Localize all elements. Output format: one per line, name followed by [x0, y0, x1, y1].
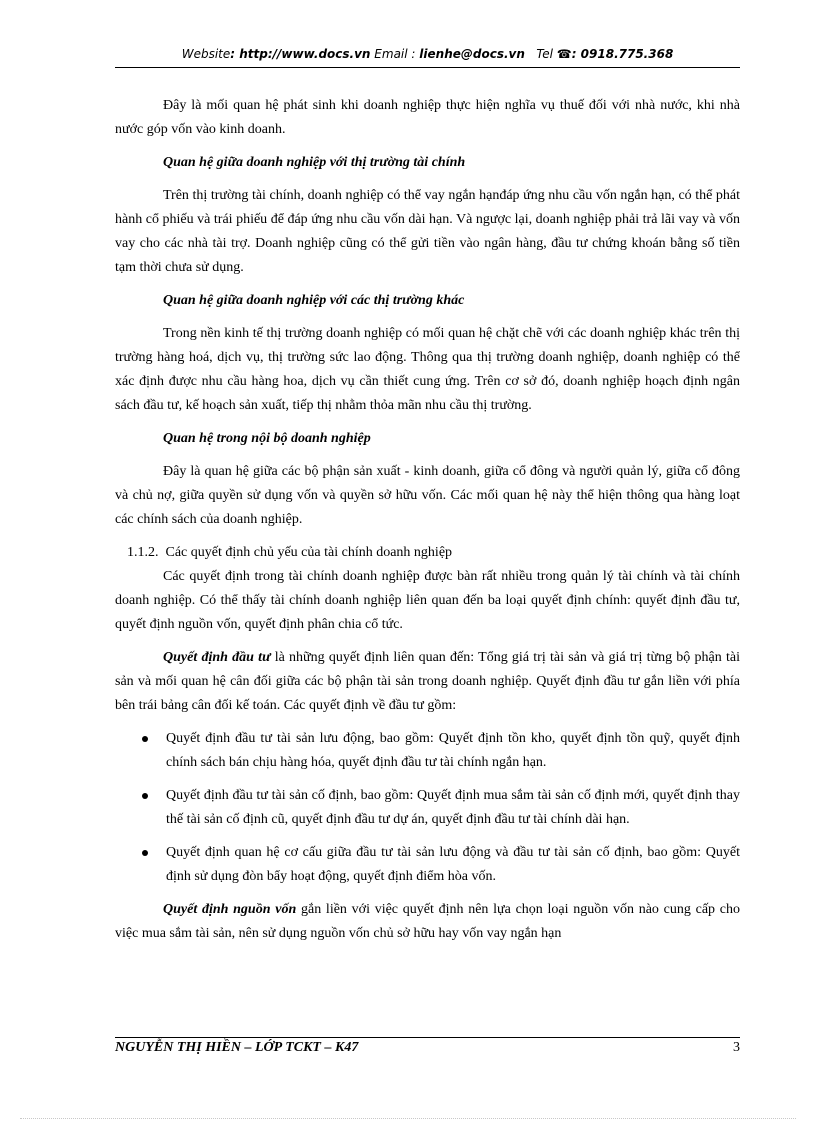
list-item [115, 841, 740, 889]
email-label: Email : [374, 47, 416, 61]
bullet-icon [142, 850, 148, 856]
document-body [115, 94, 740, 955]
paragraph-investment-decision [115, 646, 740, 718]
list-item [115, 784, 740, 832]
footer-divider [115, 1037, 740, 1038]
tel-value: : 0918.775.368 [571, 47, 674, 61]
subsection-title: Các quyết định chủ yếu của tài chính doanh nghiệp [165, 545, 453, 560]
funding-decision-term: Quyết định nguồn vốn [163, 902, 297, 917]
investment-decision-term: Quyết định đầu tư [163, 650, 271, 665]
paragraph-decisions-intro: Các quyết định trong tài chính doanh nghiệp được bàn rất nhiều trong quản lý tài chính và tài chính doanh nghiệp. Có thể thấy tài chính doanh nghiệp liên quan đến ba loại quyết định chính: quyết định đầu tư, quyết định nguồn vốn, quyết định phân chia cổ tức. [115, 569, 740, 632]
tel-label: Tel [536, 47, 553, 61]
header-divider [115, 67, 740, 68]
bullet-icon [142, 736, 148, 742]
heading-internal-relation: Quan hệ trong nội bộ doanh nghiệp [163, 431, 371, 446]
phone-icon: ☎ [556, 47, 572, 61]
investment-decision-list [115, 727, 740, 889]
list-item-text: Quyết định đầu tư tài sản cố định, bao gồm: Quyết định mua sắm tài sản cố định mới, quyết định thay thế tài sản cố định cũ, quyết định đầu tư dự án, quyết định đầu tư tài chính dài hạn. [166, 788, 740, 827]
paragraph-other-markets: Trong nền kinh tế thị trường doanh nghiệp có mối quan hệ chặt chẽ với các doanh nghiệp khác trên thị trường hàng hoá, dịch vụ, thị trường sức lao động. Thông qua thị trường doanh nghiệp, doanh nghiệp có thể xác định được nhu cầu hàng hoa, dịch vụ cần thiết cung ứng. Trên cơ sở đó, doanh nghiệp hoạch định ngân sách đầu tư, kế hoạch sản xuất, tiếp thị nhằm thỏa mãn nhu cầu thị trường. [115, 326, 740, 413]
paragraph-tax-relation: Đây là mối quan hệ phát sinh khi doanh nghiệp thực hiện nghĩa vụ thuế đối với nhà nước, khi nhà nước góp vốn vào kinh doanh. [115, 98, 740, 137]
list-item-text: Quyết định đầu tư tài sản lưu động, bao gồm: Quyết định tồn kho, quyết định tồn quỹ, quyết định chính sách bán chịu hàng hóa, quyết định đầu tư tài chính ngắn hạn. [166, 731, 740, 770]
email-value: lienhe@docs.vn [419, 47, 525, 61]
subsection-heading [115, 541, 740, 565]
bullet-icon [142, 793, 148, 799]
paragraph-funding-decision [115, 898, 740, 946]
website-label: Website [181, 47, 231, 61]
list-item-text: Quyết định quan hệ cơ cấu giữa đầu tư tài sản lưu động và đầu tư tài sản cố định, bao gồm: Quyết định sử dụng đòn bẩy hoạt động, quyết định điểm hòa vốn. [166, 845, 740, 884]
website-value: : http://www.docs.vn [230, 47, 371, 61]
page-bottom-border [20, 1118, 796, 1119]
footer-author: NGUYỄN THỊ HIỀN – LỚP TCKT – K47 [115, 1040, 359, 1055]
paragraph-internal-relation: Đây là quan hệ giữa các bộ phận sản xuất - kinh doanh, giữa cổ đông và người quản lý, giữa cổ đông và chủ nợ, giữa quyền sử dụng vốn và quyền sở hữu vốn. Các mối quan hệ này thể hiện thông qua hàng loạt các chính sách của doanh nghiệp. [115, 464, 740, 527]
list-item [115, 727, 740, 775]
paragraph-financial-market: Trên thị trường tài chính, doanh nghiệp có thể vay ngắn hạnđáp ứng nhu cầu vốn ngắn hạn, có thể phát hành cổ phiếu và trái phiếu để đáp ứng nhu cầu vốn dài hạn. Và ngược lại, doanh nghiệp phải trả lãi vay và vốn vay cho các nhà tài trợ. Doanh nghiệp cũng có thể gửi tiền vào ngân hàng, đầu tư chứng khoán bằng số tiền tạm thời chưa sử dụng. [115, 188, 740, 275]
heading-financial-market: Quan hệ giữa doanh nghiệp với thị trường tài chính [163, 155, 466, 170]
page-number: 3 [733, 1040, 740, 1055]
investment-decision-text: là những quyết định liên quan đến: Tổng giá trị tài sản và giá trị từng bộ phận tài sản và mối quan hệ cân đối giữa các bộ phận tài sản trong doanh nghiệp. Quyết định đầu tư gắn liền với phía bên trái bảng cân đối kế toán. Các quyết định về đầu tư gồm: [115, 650, 740, 713]
page-header [115, 47, 740, 61]
funding-decision-text: gắn liền với việc quyết định nên lựa chọn loại nguồn vốn nào cung cấp cho việc mua sắm tài sản, nên sử dụng nguồn vốn chủ sở hữu hay vốn vay ngắn hạn [115, 902, 740, 941]
heading-other-markets: Quan hệ giữa doanh nghiệp với các thị trường khác [163, 293, 465, 308]
subsection-number: 1.1.2. [127, 545, 159, 560]
